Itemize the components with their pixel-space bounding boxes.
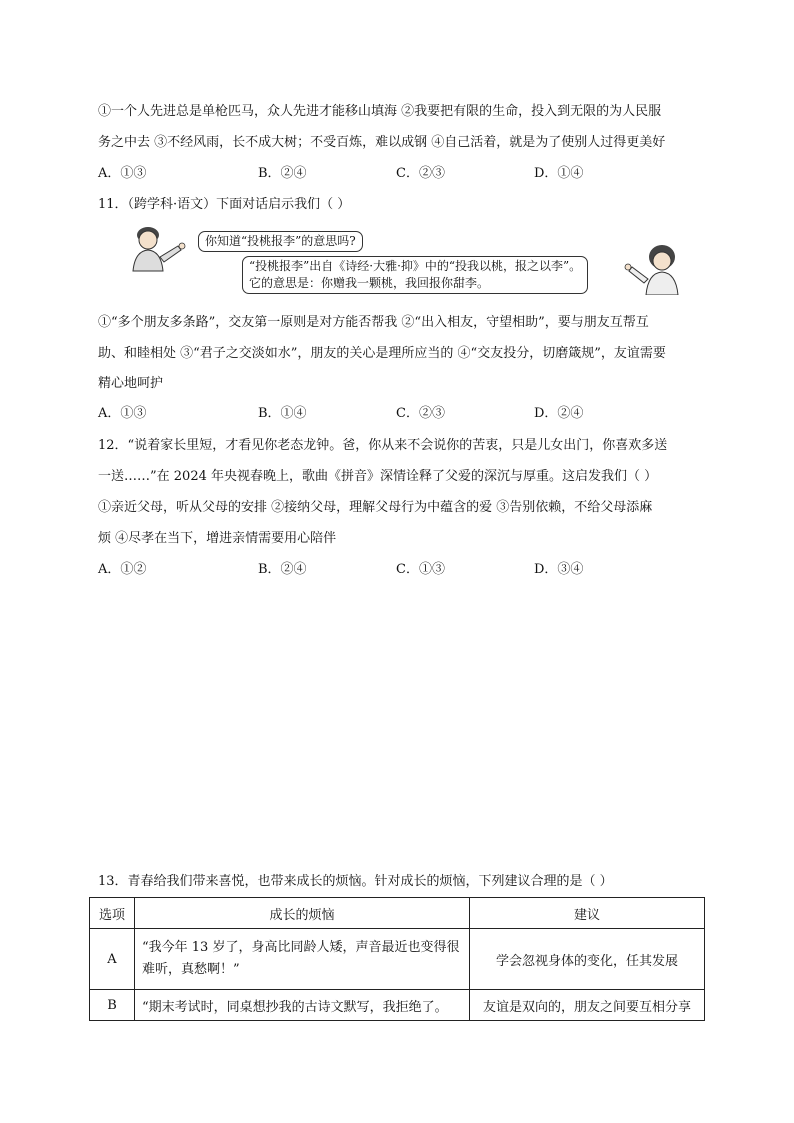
table-row [90, 929, 705, 990]
q13-row-b-advice: 友谊是双向的，朋友之间要互相分享 [470, 990, 705, 1021]
table-row [90, 990, 705, 1021]
q13-row-b-worry: “期末考试时，同桌想抄我的古诗文默写，我拒绝了。 [135, 990, 470, 1021]
boy-illustration [126, 225, 198, 273]
q12-statement-line-1: ①亲近父母，听从父母的安排 ②接纳父母，理解父母行为中蕴含的爱 ③告别依赖，不给父母添麻 [98, 500, 653, 515]
q11-statement-line-3: 精心地呵护 [98, 376, 164, 391]
girl-illustration [614, 243, 694, 295]
q11-option-c[interactable]: C．②③ [396, 406, 445, 421]
q12-option-b[interactable]: B．②④ [258, 562, 307, 577]
q13-stem: 13．青春给我们带来喜悦，也带来成长的烦恼。针对成长的烦恼，下列建议合理的是（ ） [98, 874, 613, 889]
q11-option-b[interactable]: B．①④ [258, 406, 307, 421]
girl-answer-line-2: 它的意思是：你赠我一颗桃，我回报你甜李。 [249, 276, 490, 290]
q13-table-header-row [90, 898, 705, 929]
q12-stem-line-2: 一送……”在 2024 年央视春晚上，歌曲《拼音》深情诠释了父爱的深沉与厚重。这启发我们（ ） [98, 469, 658, 484]
q11-statement-line-1: ①“多个朋友多条路”，交友第一原则是对方能否帮我 ②“出入相友，守望相助”，要与朋友互帮互 [98, 315, 649, 330]
q12-statement-line-2: 烦 ④尽孝在当下，增进亲情需要用心陪伴 [98, 531, 337, 546]
q13-row-a-option[interactable]: A [90, 929, 135, 990]
q13-row-b-option[interactable]: B [90, 990, 135, 1021]
q11-statement-line-2: 助、和睦相处 ③“君子之交淡如水”，朋友的关心是理所应当的 ④“交友投分，切磨箴规”，友谊需要 [98, 346, 666, 361]
q13-header-advice: 建议 [470, 898, 705, 929]
q13-row-a-advice: 学会忽视身体的变化，任其发展 [470, 929, 705, 990]
q11-stem: 11．（跨学科·语文）下面对话启示我们（ ） [98, 197, 351, 212]
q13-header-option: 选项 [90, 898, 135, 929]
boy-speech-bubble [198, 231, 363, 252]
q13-row-a-worry: “我今年 13 岁了，身高比同龄人矮，声音最近也变得很难听，真愁啊！” [135, 929, 470, 990]
q13-header-worry: 成长的烦恼 [135, 898, 470, 929]
q12-stem-line-1: 12．“说着家长里短，才看见你老态龙钟。爸，你从来不会说你的苦衷，只是儿女出门，你喜欢多送 [98, 438, 668, 453]
girl-speech-bubble [242, 256, 588, 294]
q12-option-a[interactable]: A．①② [98, 562, 147, 577]
q11-option-d[interactable]: D．②④ [534, 406, 584, 421]
q12-option-d[interactable]: D．③④ [534, 562, 584, 577]
q10-statement-line-1: ①一个人先进总是单枪匹马，众人先进才能移山填海 ②我要把有限的生命，投入到无限的为人民服 [98, 104, 662, 119]
q12-option-c[interactable]: C．①③ [396, 562, 445, 577]
q10-option-a[interactable]: A．①③ [98, 166, 147, 181]
q10-option-c[interactable]: C．②③ [396, 166, 445, 181]
q10-option-d[interactable]: D．①④ [534, 166, 584, 181]
boy-question-text: 你知道“投桃报李”的意思吗? [205, 234, 356, 248]
q10-option-b[interactable]: B．②④ [258, 166, 307, 181]
q10-statement-line-2: 务之中去 ③不经风雨，长不成大树；不受百炼，难以成钢 ④自己活着，就是为了使别人过得更美好 [98, 135, 666, 150]
q11-option-a[interactable]: A．①③ [98, 406, 147, 421]
q13-table [89, 897, 705, 1021]
girl-answer-line-1: “投桃报李”出自《诗经·大雅·抑》中的“投我以桃，报之以李”。 [249, 259, 582, 273]
